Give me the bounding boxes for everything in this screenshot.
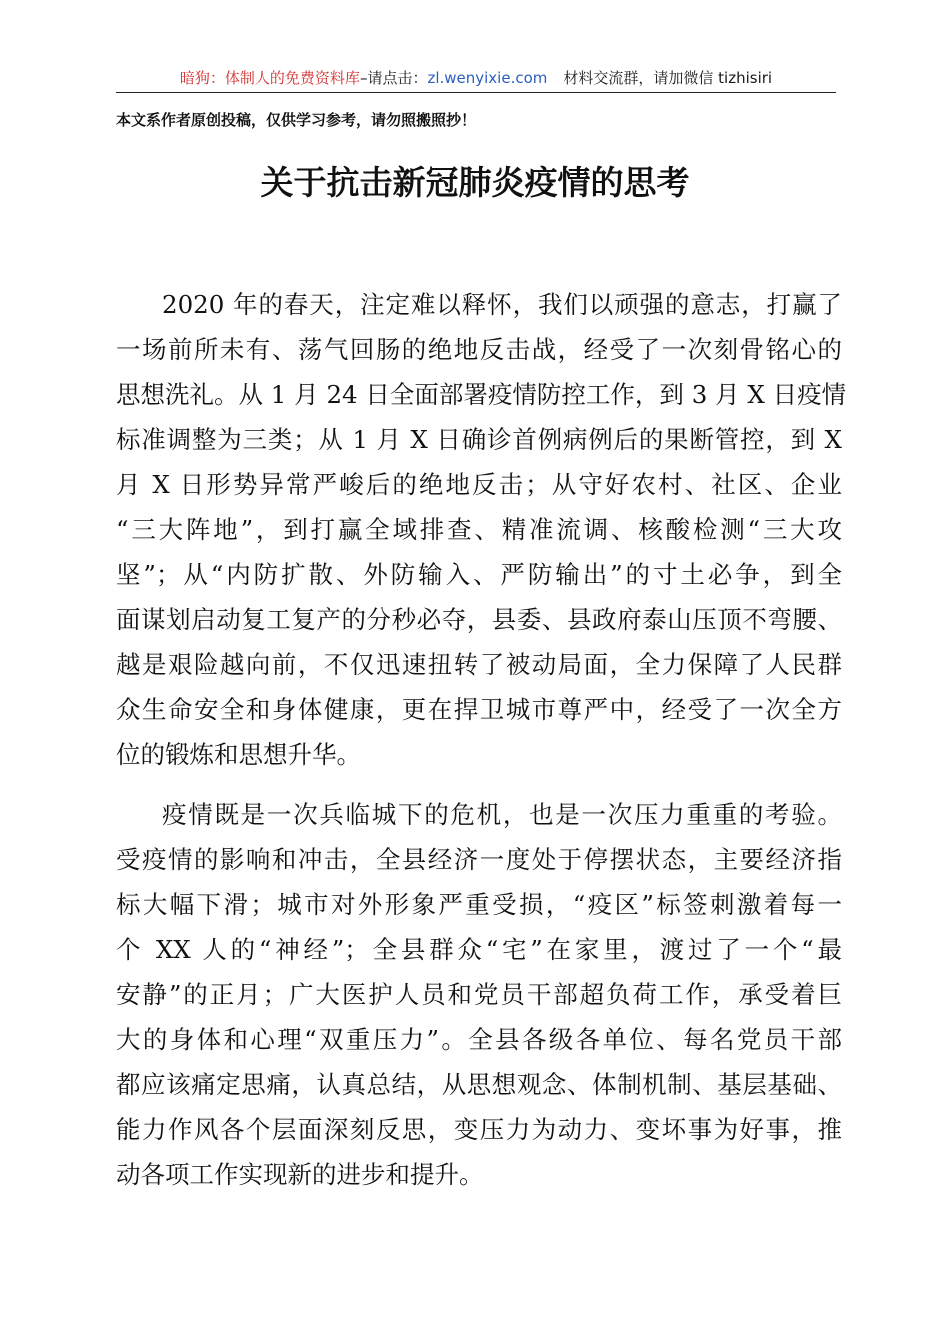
paragraph-line: 能力作风各个层面深刻反思，变压力为动力、变坏事为好事，推 xyxy=(116,1115,842,1144)
paragraph-line: 众生命安全和身体健康，更在捍卫城市尊严中，经受了一次全方 xyxy=(116,695,842,724)
header-url-link[interactable]: zl.wenyixie.com xyxy=(427,69,548,87)
paragraph-line: 思想洗礼。从 1 月 24 日全面部署疫情防控工作，到 3 月 X 日疫情 xyxy=(116,380,847,409)
paragraph-line: 都应该痛定思痛，认真总结，从思想观念、体制机制、基层基础、 xyxy=(116,1070,842,1099)
paragraph-line: 2020 年的春天，注定难以释怀，我们以顽强的意志，打赢了 xyxy=(162,290,842,319)
paragraph-line: 个 XX 人的“神经”；全县群众“宅”在家里，渡过了一个“最 xyxy=(116,935,842,964)
body-paragraph-2 xyxy=(116,792,842,1197)
paragraph-line: 面谋划启动复工复产的分秒必夺，县委、县政府泰山压顶不弯腰、 xyxy=(116,605,842,634)
copyright-notice: 本文系作者原创投稿，仅供学习参考，请勿照搬照抄！ xyxy=(116,111,477,129)
paragraph-line: 安静”的正月；广大医护人员和党员干部超负荷工作，承受着巨 xyxy=(116,980,842,1009)
header-bar xyxy=(116,66,836,93)
paragraph-line: 位的锻炼和思想升华。 xyxy=(116,740,361,769)
header-site-name[interactable]: 暗狗：体制人的免费资料库 xyxy=(179,69,360,87)
paragraph-line: 标准调整为三类；从 1 月 X 日确诊首例病例后的果断管控，到 X xyxy=(116,425,842,454)
paragraph-line: 一场前所未有、荡气回肠的绝地反击战，经受了一次刻骨铭心的 xyxy=(116,335,842,364)
paragraph-line: 月 X 日形势异常严峻后的绝地反击；从守好农村、社区、企业 xyxy=(116,470,842,499)
paragraph-line: 大的身体和心理“双重压力”。全县各级各单位、每名党员干部 xyxy=(116,1025,842,1054)
header-click-prompt: –请点击： xyxy=(359,69,428,87)
body-paragraph-1 xyxy=(116,282,847,777)
header-group-note: 材料交流群，请加微信 tizhisiri xyxy=(563,69,773,87)
paragraph-line: 坚”；从“内防扩散、外防输入、严防输出”的寸土必争，到全 xyxy=(116,560,842,589)
paragraph-line: 动各项工作实现新的进步和提升。 xyxy=(116,1160,484,1189)
document-title: 关于抗击新冠肺炎疫情的思考 xyxy=(260,163,690,202)
paragraph-line: 标大幅下滑；城市对外形象严重受损，“疫区”标签刺激着每一 xyxy=(116,890,842,919)
paragraph-line: “三大阵地”，到打赢全域排查、精准流调、核酸检测“三大攻 xyxy=(116,515,842,544)
paragraph-line: 疫情既是一次兵临城下的危机，也是一次压力重重的考验。 xyxy=(162,800,842,829)
paragraph-line: 受疫情的影响和冲击，全县经济一度处于停摆状态，主要经济指 xyxy=(116,845,842,874)
paragraph-line: 越是艰险越向前，不仅迅速扭转了被动局面，全力保障了人民群 xyxy=(116,650,842,679)
